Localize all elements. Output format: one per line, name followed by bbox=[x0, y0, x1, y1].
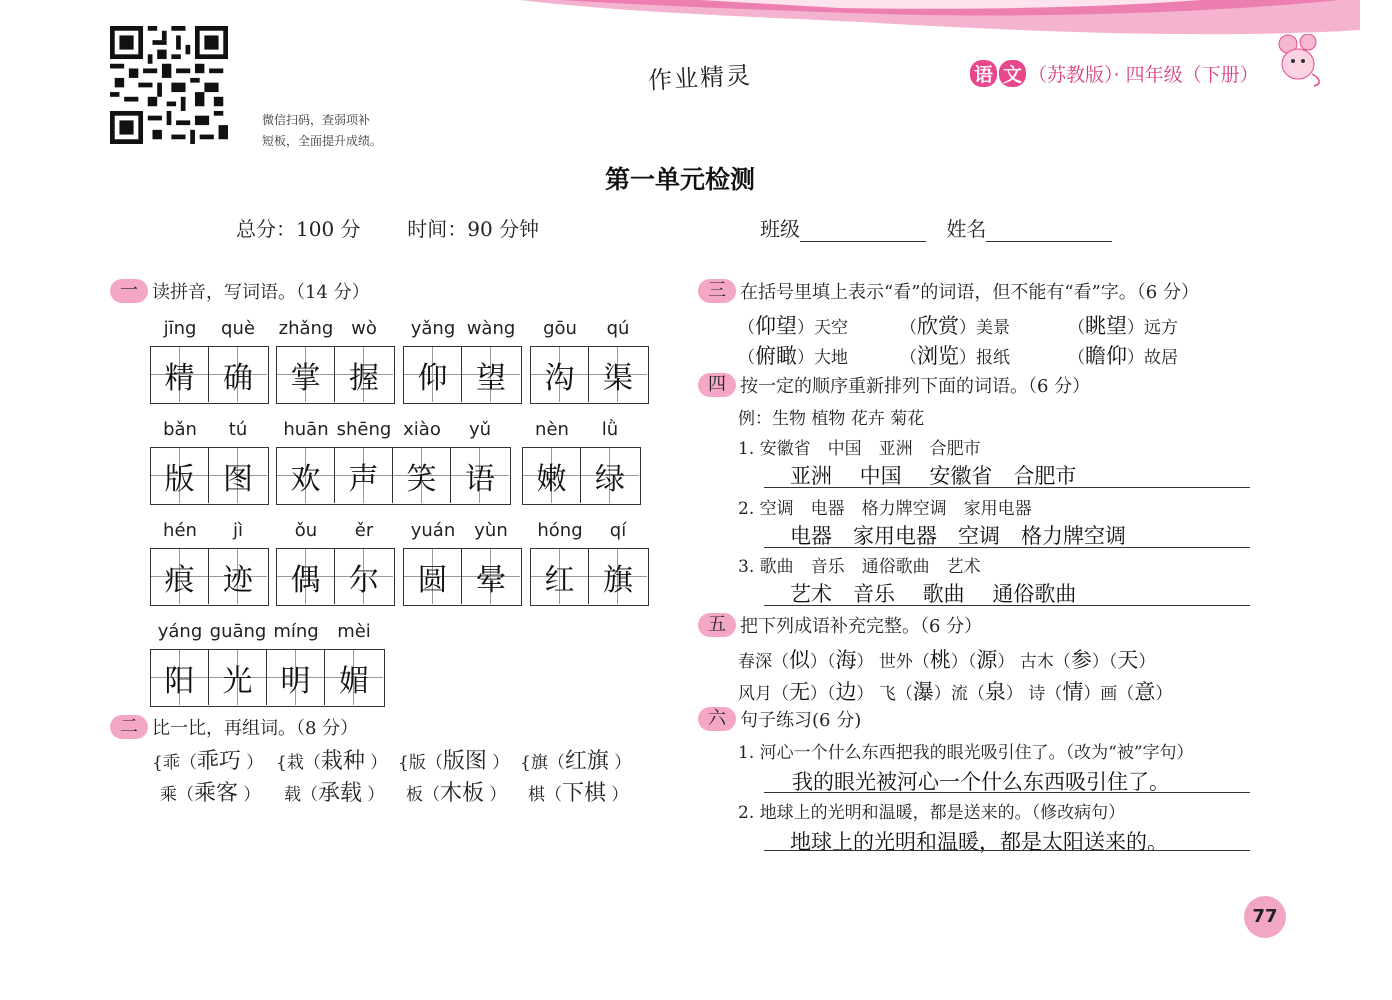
subject-badge-1: 语 bbox=[970, 60, 997, 87]
answer: 承载 bbox=[318, 781, 363, 806]
pinyin-syllable: guāng bbox=[209, 621, 267, 642]
answer: 栽种 bbox=[320, 749, 365, 774]
character-cell[interactable]: 精 bbox=[151, 347, 209, 402]
character-cell[interactable]: 版 bbox=[151, 448, 209, 503]
look-item-2: （欣赏）美景 bbox=[900, 314, 1010, 338]
section-1-heading bbox=[110, 278, 370, 304]
idiom-line-1 bbox=[738, 644, 1155, 674]
section-5-heading bbox=[698, 612, 982, 638]
word-grid bbox=[150, 447, 269, 505]
compare-pair-2-bottom: 载（承载 ） bbox=[284, 781, 385, 806]
pinyin-syllable: yǎng bbox=[410, 318, 456, 339]
section-1-title: 读拼音，写词语。（14 分） bbox=[152, 282, 370, 303]
idiom-text: ） 飞（ bbox=[856, 684, 913, 704]
compare-pair-3-top: {版（版图 ） bbox=[398, 749, 510, 774]
character-cell[interactable]: 媚 bbox=[325, 650, 383, 705]
look-item-5: （浏览）报纸 bbox=[900, 344, 1010, 368]
pinyin-syllable: jì bbox=[232, 520, 244, 541]
answer: 乖巧 bbox=[196, 749, 241, 774]
section-4-heading bbox=[698, 372, 1090, 398]
idiom-text: ） bbox=[1155, 684, 1173, 704]
pinyin-syllable: xiào bbox=[403, 419, 441, 440]
test-title: 第一单元检测 bbox=[604, 165, 755, 194]
character-cell[interactable]: 语 bbox=[451, 448, 509, 503]
time-limit: 时间：90 分钟 bbox=[407, 217, 540, 241]
compare-pair-4-bottom: 棋（下棋 ） bbox=[528, 781, 629, 806]
mouse-mascot-icon bbox=[1274, 34, 1324, 88]
character-cell[interactable]: 确 bbox=[209, 347, 267, 402]
character-cell[interactable]: 迹 bbox=[209, 549, 267, 604]
character-cell[interactable]: 声 bbox=[335, 448, 393, 503]
compare-pair-3-bottom: 板（木板 ） bbox=[406, 781, 507, 806]
character-cell[interactable]: 望 bbox=[462, 347, 520, 402]
idiom-text: 风月（ bbox=[738, 684, 789, 704]
idiom-text: ） 世外（ bbox=[856, 652, 930, 672]
answer: 版图 bbox=[442, 749, 487, 774]
compare-pair-1-top: {乖（乖巧 ） bbox=[152, 749, 264, 774]
answer: 下棋 bbox=[562, 781, 607, 806]
character-cell[interactable]: 欢 bbox=[277, 448, 335, 503]
section-2-heading bbox=[110, 714, 358, 740]
pinyin-syllable: míng bbox=[273, 621, 319, 642]
word-grid bbox=[276, 447, 511, 505]
section-6-badge: 六 bbox=[698, 707, 736, 731]
compare-pair-4-top: {旗（红旗 ） bbox=[520, 749, 632, 774]
sort-answer-1: 亚洲 中国 安徽省 合肥市 bbox=[790, 464, 1077, 488]
character-cell[interactable]: 旗 bbox=[589, 549, 647, 604]
character-cell[interactable]: 红 bbox=[531, 549, 589, 604]
pinyin-syllable: mèi bbox=[337, 621, 371, 642]
character-cell[interactable]: 圆 bbox=[404, 549, 462, 604]
section-6-heading bbox=[698, 706, 861, 732]
sentence-answer-2: 地球上的光明和温暖，都是太阳送来的。 bbox=[790, 830, 1168, 854]
character-cell[interactable]: 明 bbox=[267, 650, 325, 705]
sort-answer-2: 电器 家用电器 空调 格力牌空调 bbox=[790, 524, 1126, 548]
pinyin-syllable: què bbox=[221, 318, 255, 339]
character-cell[interactable]: 偶 bbox=[277, 549, 335, 604]
student-info-line bbox=[760, 213, 1126, 242]
answer: 木板 bbox=[440, 781, 485, 806]
look-item-4: （俯瞰）大地 bbox=[738, 344, 848, 368]
pinyin-syllable: hóng bbox=[537, 520, 583, 541]
word-grid bbox=[403, 346, 522, 404]
section-1-badge: 一 bbox=[110, 279, 148, 303]
page-number: 77 bbox=[1244, 896, 1286, 938]
compare-pair-1-bottom: 乘（乘客 ） bbox=[160, 781, 261, 806]
idiom-answer: 参 bbox=[1070, 648, 1092, 672]
word-grid bbox=[150, 548, 269, 606]
idiom-text: ）流（ bbox=[933, 684, 985, 704]
word-grid bbox=[276, 346, 395, 404]
pinyin-syllable: yùn bbox=[474, 520, 508, 541]
answer: 红旗 bbox=[564, 749, 609, 774]
scan-note-line-2: 短板，全面提升成绩。 bbox=[262, 134, 383, 148]
word-grid bbox=[522, 447, 641, 505]
section-5-title: 把下列成语补充完整。（6 分） bbox=[740, 616, 983, 637]
idiom-answer: 意 bbox=[1134, 680, 1156, 704]
word-grid bbox=[150, 346, 269, 404]
pinyin-syllable: yǔ bbox=[468, 419, 492, 440]
class-field[interactable] bbox=[800, 221, 926, 242]
answer-line bbox=[764, 605, 1250, 606]
idiom-answer: 情 bbox=[1062, 680, 1084, 704]
character-cell[interactable]: 痕 bbox=[151, 549, 209, 604]
pinyin-syllable: ěr bbox=[354, 520, 374, 541]
pinyin-syllable: gōu bbox=[543, 318, 577, 339]
pinyin-syllable: yuán bbox=[410, 520, 456, 541]
character-cell[interactable]: 掌 bbox=[277, 347, 335, 402]
sort-question-3: 3. 歌曲 音乐 通俗歌曲 艺术 bbox=[738, 557, 981, 577]
idiom-text: ） 诗（ bbox=[1005, 684, 1063, 704]
subject-badge-2: 文 bbox=[999, 60, 1026, 87]
character-cell[interactable]: 光 bbox=[209, 650, 267, 705]
idiom-text: ）（ bbox=[1091, 652, 1118, 672]
pinyin-syllable: nèn bbox=[535, 419, 569, 440]
sentence-answer-1: 我的眼光被河心一个什么东西吸引住了。 bbox=[792, 770, 1170, 794]
book-info bbox=[970, 60, 1259, 87]
idiom-answer: 泉 bbox=[984, 680, 1006, 704]
scan-note-line-1: 微信扫码，查弱项补 bbox=[262, 113, 371, 127]
character-cell[interactable]: 嫩 bbox=[523, 448, 581, 503]
idiom-text: ） 古木（ bbox=[997, 652, 1071, 672]
name-field[interactable] bbox=[986, 221, 1112, 242]
pinyin-syllable: zhǎng bbox=[278, 318, 334, 339]
idiom-text: 春深（ bbox=[738, 652, 789, 672]
character-cell[interactable]: 仰 bbox=[404, 347, 462, 402]
section-6-title: 句子练习(6 分) bbox=[740, 710, 862, 731]
section-3-title: 在括号里填上表示“看”的词语，但不能有“看”字。（6 分） bbox=[740, 282, 1199, 303]
pinyin-syllable: lǜ bbox=[601, 419, 619, 440]
idiom-answer: 瀑 bbox=[912, 680, 934, 704]
character-cell[interactable]: 晕 bbox=[462, 549, 520, 604]
answer: 乘客 bbox=[194, 781, 239, 806]
score-time-line bbox=[236, 213, 539, 242]
total-score: 总分：100 分 bbox=[236, 217, 361, 241]
idiom-answer: 边 bbox=[835, 680, 857, 704]
word-grid bbox=[530, 346, 649, 404]
edition-label: （苏教版）· 四年级（下册） bbox=[1028, 64, 1259, 86]
brand-title: 作业精灵 bbox=[647, 61, 753, 95]
idiom-answer: 桃 bbox=[929, 648, 951, 672]
look-item-3: （眺望）远方 bbox=[1068, 314, 1178, 338]
pinyin-syllable: wò bbox=[351, 318, 377, 339]
section-3-heading bbox=[698, 278, 1199, 304]
pinyin-syllable: bǎn bbox=[163, 419, 197, 440]
word-grid bbox=[150, 649, 385, 707]
word-grid bbox=[276, 548, 395, 606]
idiom-text: ）（ bbox=[810, 684, 836, 704]
pinyin-syllable: yáng bbox=[157, 621, 203, 642]
name-label: 姓名 bbox=[946, 217, 987, 241]
pinyin-syllable: wàng bbox=[466, 318, 516, 339]
pinyin-syllable: ǒu bbox=[294, 520, 318, 541]
pinyin-syllable: qí bbox=[609, 520, 627, 541]
pinyin-syllable: hén bbox=[163, 520, 197, 541]
answer-line bbox=[764, 547, 1250, 548]
section-2-badge: 二 bbox=[110, 715, 148, 739]
section-4-title: 按一定的顺序重新排列下面的词语。（6 分） bbox=[740, 376, 1091, 397]
character-cell[interactable]: 尔 bbox=[335, 549, 393, 604]
look-item-6: （瞻仰）故居 bbox=[1068, 344, 1178, 368]
pinyin-syllable: jīng bbox=[163, 318, 197, 339]
idiom-answer: 源 bbox=[976, 648, 998, 672]
character-cell[interactable]: 沟 bbox=[531, 347, 589, 402]
class-label: 班级 bbox=[760, 217, 800, 241]
word-grid bbox=[403, 548, 522, 606]
qr-code-icon bbox=[108, 26, 230, 144]
answer-line bbox=[764, 850, 1250, 851]
idiom-text: ）画（ bbox=[1083, 684, 1135, 704]
idiom-text: ） bbox=[1138, 652, 1156, 672]
sort-question-1: 1. 安徽省 中国 亚洲 合肥市 bbox=[738, 439, 981, 459]
idiom-answer: 无 bbox=[789, 680, 810, 704]
idiom-answer: 天 bbox=[1117, 648, 1139, 672]
section-4-badge: 四 bbox=[698, 373, 736, 397]
sort-answer-3: 艺术 音乐 歌曲 通俗歌曲 bbox=[790, 582, 1077, 606]
sentence-question-2: 2. 地球上的光明和温暖，都是送来的。（修改病句） bbox=[738, 803, 1126, 823]
pinyin-syllable: tú bbox=[228, 419, 248, 440]
section-2-title: 比一比，再组词。（8 分） bbox=[152, 718, 359, 739]
scan-note bbox=[262, 110, 382, 152]
idiom-line-2 bbox=[738, 676, 1172, 706]
idiom-answer: 海 bbox=[835, 648, 857, 672]
look-item-1: （仰望）天空 bbox=[738, 314, 848, 338]
pinyin-syllable: qú bbox=[606, 318, 630, 339]
word-grid bbox=[530, 548, 649, 606]
character-cell[interactable]: 绿 bbox=[581, 448, 639, 503]
sort-question-2: 2. 空调 电器 格力牌空调 家用电器 bbox=[738, 499, 1032, 519]
character-cell[interactable]: 握 bbox=[335, 347, 393, 402]
sort-example: 例：生物 植物 花卉 菊花 bbox=[738, 409, 925, 429]
idiom-answer: 似 bbox=[789, 648, 810, 672]
section-5-badge: 五 bbox=[698, 613, 736, 637]
answer-line bbox=[764, 487, 1250, 488]
compare-pair-2-top: {栽（栽种 ） bbox=[276, 749, 388, 774]
idiom-text: ）（ bbox=[950, 652, 977, 672]
pinyin-syllable: huān bbox=[283, 419, 329, 440]
character-cell[interactable]: 笑 bbox=[393, 448, 451, 503]
section-3-badge: 三 bbox=[698, 279, 736, 303]
character-cell[interactable]: 渠 bbox=[589, 347, 647, 402]
sentence-question-1: 1. 河心一个什么东西把我的眼光吸引住了。（改为“被”字句） bbox=[738, 743, 1194, 763]
character-cell[interactable]: 阳 bbox=[151, 650, 209, 705]
answer-line bbox=[764, 792, 1250, 793]
pinyin-syllable: shēng bbox=[336, 419, 392, 440]
character-cell[interactable]: 图 bbox=[209, 448, 267, 503]
idiom-text: ）（ bbox=[810, 652, 836, 672]
